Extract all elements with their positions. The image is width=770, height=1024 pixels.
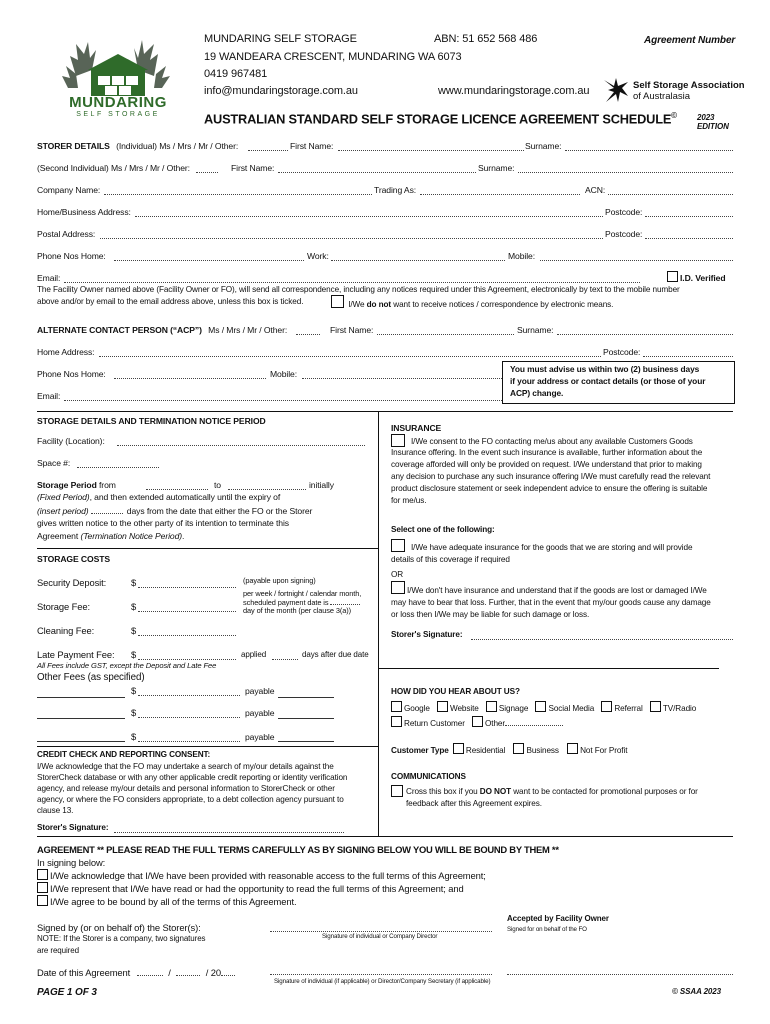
credit-signature-field[interactable] bbox=[114, 832, 344, 833]
company-name-field[interactable] bbox=[104, 194, 372, 195]
other-fee-1-amount[interactable] bbox=[138, 695, 240, 696]
signed-by: Signed by (or on behalf of) the Storer(s): bbox=[37, 922, 201, 933]
other-fee-3-dollar: $ bbox=[131, 731, 137, 742]
second-individual-label: (Second Individual) Ms / Mrs / Mr / Other: bbox=[37, 163, 190, 173]
acp-advice-3: ACP) change. bbox=[510, 388, 564, 398]
notice-3b: do not bbox=[366, 300, 392, 309]
company-address: 19 WANDEARA CRESCENT, MUNDARING WA 6073 bbox=[204, 51, 462, 63]
insurance-line-1: I/We consent to the FO contacting me/us about any available Customers Goods bbox=[411, 437, 693, 446]
agreement-item-1-checkbox[interactable] bbox=[37, 869, 48, 880]
company-website[interactable]: www.mundaringstorage.com.au bbox=[438, 85, 590, 97]
acp-email-label: Email: bbox=[37, 391, 61, 401]
storer-heading: STORER DETAILS bbox=[37, 141, 110, 151]
title-text: AUSTRALIAN STANDARD SELF STORAGE LICENCE AGREEMENT SCHEDULE bbox=[204, 111, 672, 127]
in-signing: In signing below: bbox=[37, 857, 106, 868]
period-from-field[interactable] bbox=[146, 489, 208, 490]
hear-options-row bbox=[391, 701, 696, 713]
termination-notice: (Termination Notice Period) bbox=[80, 531, 183, 541]
other-fees-label: Other Fees (as specified) bbox=[37, 672, 145, 683]
hear-signage-checkbox[interactable] bbox=[486, 701, 497, 712]
hear-options-row-2 bbox=[391, 716, 563, 728]
acp-home-address-label: Home Address: bbox=[37, 347, 95, 357]
title-copyright: © bbox=[671, 111, 677, 120]
hear-tv: TV/Radio bbox=[662, 704, 697, 713]
phone-home-label: Phone Nos Home: bbox=[37, 251, 106, 261]
other-fee-2-when[interactable] bbox=[278, 718, 334, 719]
acp-surname-label: Surname: bbox=[517, 325, 554, 335]
other-fee-3-payable: payable bbox=[245, 732, 275, 742]
acp-home-address-field[interactable] bbox=[99, 356, 601, 357]
trading-as-field[interactable] bbox=[420, 194, 580, 195]
credit-line-3: agency, and release my/our details and personal information to StorerCheck or other bbox=[37, 784, 335, 793]
customer-type-label: Customer Type bbox=[391, 746, 449, 755]
company-name: MUNDARING SELF STORAGE bbox=[204, 33, 357, 45]
agreement-item-3-checkbox[interactable] bbox=[37, 895, 48, 906]
divider-columns bbox=[378, 411, 379, 836]
date-slash: / bbox=[168, 967, 171, 978]
hear-tv-checkbox[interactable] bbox=[650, 701, 661, 712]
agreement-word: Agreement bbox=[37, 531, 81, 541]
page-title bbox=[204, 111, 677, 126]
type-business: Business bbox=[526, 746, 559, 755]
acp-first-name-field[interactable] bbox=[377, 334, 514, 335]
other-fee-2-dollar: $ bbox=[131, 707, 137, 718]
postcode-field[interactable] bbox=[645, 216, 733, 217]
comms-1a: Cross this box if you bbox=[406, 787, 480, 796]
second-title-field[interactable] bbox=[196, 172, 218, 173]
note-line-1: NOTE: If the Storer is a company, two signatures bbox=[37, 934, 206, 943]
postal-address-label: Postal Address: bbox=[37, 229, 96, 239]
hear-return: Return Customer bbox=[404, 719, 465, 728]
individual-title-field[interactable] bbox=[248, 150, 288, 151]
late-applied: applied bbox=[241, 650, 267, 659]
other-fee-2-amount[interactable] bbox=[138, 717, 240, 718]
email-field[interactable] bbox=[64, 282, 640, 283]
type-residential: Residential bbox=[465, 746, 506, 755]
space-field[interactable] bbox=[77, 467, 159, 468]
have-insurance-1: I/We have adequate insurance for the goods that we are storing and will provide bbox=[411, 543, 693, 552]
postcode-label: Postcode: bbox=[605, 207, 643, 217]
credit-heading: CREDIT CHECK AND REPORTING CONSENT: bbox=[37, 750, 211, 759]
company-phone: 0419 967481 bbox=[204, 68, 268, 80]
late-days-field[interactable] bbox=[272, 659, 298, 660]
cleaning-fee-field[interactable] bbox=[138, 635, 236, 636]
cleaning-fee-label: Cleaning Fee: bbox=[37, 625, 95, 636]
credit-line-2: StorerCheck database or with any other applicable credit reporting or identity verification bbox=[37, 773, 348, 782]
other-fee-3-name[interactable] bbox=[37, 741, 125, 742]
acp-advice-2: if your address or contact details (or those of your bbox=[510, 376, 706, 386]
period-label: Storage Period bbox=[37, 480, 97, 490]
have-insurance-checkbox[interactable] bbox=[391, 539, 405, 552]
notice-line-2: above and/or by email to the email address above, unless this box is ticked. bbox=[37, 297, 304, 306]
security-dollar: $ bbox=[131, 577, 137, 588]
abn: ABN: 51 652 568 486 bbox=[434, 33, 538, 45]
agreement-item-2 bbox=[37, 882, 464, 894]
insurance-heading: INSURANCE bbox=[391, 423, 442, 433]
no-insurance-3: or loss then I/We may be liable for such damage or loss. bbox=[391, 610, 590, 619]
late-fee-field[interactable] bbox=[138, 659, 236, 660]
date-year: / 20 bbox=[205, 967, 221, 978]
hear-referral: Referral bbox=[614, 704, 643, 713]
company-logo bbox=[58, 36, 178, 122]
acp-phone-home-label: Phone Nos Home: bbox=[37, 369, 106, 379]
notice-opt-out bbox=[331, 295, 613, 309]
storage-heading: STORAGE DETAILS AND TERMINATION NOTICE PERIOD bbox=[37, 416, 266, 426]
comms-line-1 bbox=[406, 787, 698, 796]
no-insurance-checkbox[interactable] bbox=[391, 581, 405, 594]
insert-period-line bbox=[37, 505, 312, 516]
insurance-signature-field[interactable] bbox=[471, 639, 733, 640]
acp-postcode-field[interactable] bbox=[643, 356, 733, 357]
company-name-label: Company Name: bbox=[37, 185, 101, 195]
storage-fee-label: Storage Fee: bbox=[37, 601, 90, 612]
sig-secretary-caption: Signature of individual (if applicable) or Director/Company Secretary (if applicable) bbox=[274, 978, 491, 985]
divider-storage-top bbox=[37, 411, 733, 412]
gst-note: All Fees include GST, except the Deposit and Late Fee bbox=[37, 661, 217, 670]
acp-row-1 bbox=[37, 325, 287, 335]
hear-other-checkbox[interactable] bbox=[472, 716, 483, 727]
agreement-item-1 bbox=[37, 869, 486, 881]
insert-period-rest: days from the date that either the FO or the Storer bbox=[124, 506, 313, 516]
phone-mobile-field[interactable] bbox=[540, 260, 733, 261]
acp-surname-field[interactable] bbox=[557, 334, 733, 335]
agreement-number-label: Agreement Number bbox=[644, 35, 736, 46]
ssaa-line1: Self Storage Association bbox=[633, 80, 745, 91]
storage-fee-field[interactable] bbox=[138, 611, 236, 612]
phone-work-label: Work: bbox=[307, 251, 329, 261]
insurance-signature-label: Storer's Signature: bbox=[391, 630, 463, 639]
agreement-item-2-checkbox[interactable] bbox=[37, 882, 48, 893]
ssaa-star-icon bbox=[600, 78, 630, 104]
or-label: OR bbox=[391, 570, 404, 579]
insert-period: (insert period) bbox=[37, 506, 89, 516]
divider-agreement-top bbox=[37, 836, 733, 837]
insurance-line-3: coverage afforded will only be provided on request. I/We understand that prior to making bbox=[391, 460, 702, 469]
notice-opt-out-checkbox[interactable] bbox=[331, 295, 344, 308]
surname-field[interactable] bbox=[565, 150, 733, 151]
other-fee-2-name[interactable] bbox=[37, 718, 125, 719]
have-insurance-2: details of this coverage if required bbox=[391, 555, 510, 564]
acp-advice-1: You must advise us within two (2) business days bbox=[510, 364, 700, 374]
termination-dot: . bbox=[182, 531, 185, 541]
type-nfp-checkbox[interactable] bbox=[567, 743, 578, 754]
sig-director-caption: Signature of individual or Company Director bbox=[322, 933, 438, 940]
other-fee-1-payable: payable bbox=[245, 686, 275, 696]
logo-subtext: SELF STORAGE bbox=[76, 111, 160, 118]
day-of-month: day of the month (per clause 3(a)) bbox=[243, 606, 351, 615]
divider-credit-top bbox=[37, 746, 378, 747]
edition-year: 2023 bbox=[697, 113, 715, 122]
other-fee-1-dollar: $ bbox=[131, 685, 137, 696]
home-address-field[interactable] bbox=[135, 216, 603, 217]
scheduled-label: scheduled payment date is bbox=[243, 598, 329, 607]
agreement-heading: AGREEMENT ** PLEASE READ THE FULL TERMS CAREFULLY AS BY SIGNING BELOW YOU WILL BE BOUND BY THEM ** bbox=[37, 844, 559, 855]
storer-signature-2-field[interactable] bbox=[270, 974, 492, 975]
hear-website-checkbox[interactable] bbox=[437, 701, 448, 712]
scheduled-day-field[interactable] bbox=[330, 598, 360, 605]
gives-notice-line: gives written notice to the other party of its intention to terminate this bbox=[37, 518, 289, 528]
agreement-item-2-text: I/We represent that I/We have read or had the opportunity to read the full terms of this Agreement; and bbox=[50, 883, 464, 894]
other-fee-3-when[interactable] bbox=[278, 741, 334, 742]
notice-3c: want to receive notices / correspondence by electronic means. bbox=[391, 300, 614, 309]
first-name-field[interactable] bbox=[338, 150, 524, 151]
no-insurance-1: I/We don't have insurance and understand that if the goods are lost or damaged I/We bbox=[407, 586, 707, 595]
copyright: © SSAA 2023 bbox=[672, 987, 721, 996]
insurance-line-6: for me/us. bbox=[391, 496, 427, 505]
second-surname-field[interactable] bbox=[518, 172, 733, 173]
accepted-by-fo: Accepted by Facility Owner bbox=[507, 914, 609, 923]
space-label: Space #: bbox=[37, 458, 71, 468]
insurance-line-2: Insurance offering. In the event such insurance is available, further information about the bbox=[391, 448, 703, 457]
costs-heading: STORAGE COSTS bbox=[37, 554, 111, 564]
agreement-item-1-text: I/We acknowledge that I/We have been provided with reasonable access to the full terms of this Agreement; bbox=[50, 870, 486, 881]
ssaa-line2: of Australasia bbox=[633, 91, 691, 102]
cleaning-fee-dollar: $ bbox=[131, 625, 137, 636]
period-row bbox=[37, 480, 116, 490]
no-insurance-2: may have to bear that loss. Further, that in the event that my/our goods cause any damage bbox=[391, 598, 711, 607]
storer-row-1 bbox=[37, 141, 238, 151]
date-label: Date of this Agreement bbox=[37, 967, 131, 978]
second-surname-label: Surname: bbox=[478, 163, 515, 173]
postal-postcode-field[interactable] bbox=[645, 238, 733, 239]
acp-email-field[interactable] bbox=[64, 400, 502, 401]
postal-postcode-label: Postcode: bbox=[605, 229, 643, 239]
comms-heading: COMMUNICATIONS bbox=[391, 772, 466, 781]
credit-signature-label: Storer's Signature: bbox=[37, 823, 109, 832]
hear-other-field[interactable] bbox=[505, 717, 563, 726]
fixed-period: (Fixed Period) bbox=[37, 492, 90, 502]
date-month-field[interactable] bbox=[176, 967, 200, 976]
divider-hear-top bbox=[378, 668, 719, 669]
note-line-2: are required bbox=[37, 946, 79, 955]
second-first-name-field[interactable] bbox=[278, 172, 476, 173]
ssaa-logo bbox=[600, 78, 750, 104]
email-label: Email: bbox=[37, 273, 61, 283]
id-verified bbox=[667, 271, 726, 283]
period-initially: initially bbox=[309, 480, 334, 490]
hear-heading: HOW DID YOU HEAR ABOUT US? bbox=[391, 687, 520, 696]
per-week: per week / fortnight / calendar month, bbox=[243, 589, 362, 598]
hear-other: Other bbox=[485, 719, 506, 728]
fixed-period-line bbox=[37, 492, 280, 502]
phone-work-field[interactable] bbox=[331, 260, 505, 261]
hear-google: Google bbox=[404, 704, 430, 713]
credit-line-5: clause 13. bbox=[37, 806, 74, 815]
notice-line-1: The Facility Owner named above (Facility Owner or FO), will send all correspondence, including any notices required under this Agreement, electronically by text to the mobile number bbox=[37, 285, 680, 294]
fixed-period-rest: , and then extended automatically until the expiry of bbox=[89, 492, 281, 502]
acp-mobile-field[interactable] bbox=[302, 378, 502, 379]
other-fee-1-name[interactable] bbox=[37, 697, 125, 698]
comms-1b: DO NOT bbox=[479, 787, 512, 796]
termination-line bbox=[37, 531, 184, 541]
fo-signature-field[interactable] bbox=[507, 974, 733, 975]
hear-signage: Signage bbox=[498, 704, 529, 713]
agreement-item-3-text: I/We agree to be bound by all of the terms of this Agreement. bbox=[50, 896, 297, 907]
date-row bbox=[37, 967, 235, 978]
facility-field[interactable] bbox=[117, 445, 365, 446]
hear-google-checkbox[interactable] bbox=[391, 701, 402, 712]
id-verified-label: I.D. Verified bbox=[680, 273, 726, 283]
storer-signature-1-field[interactable] bbox=[270, 931, 492, 932]
period-to: to bbox=[214, 480, 221, 490]
comms-1c: want to be contacted for promotional purposes or for bbox=[511, 787, 698, 796]
period-from: from bbox=[96, 480, 116, 490]
phone-home-field[interactable] bbox=[114, 260, 304, 261]
late-days-after: days after due date bbox=[302, 650, 369, 659]
comms-line-2: feedback after this Agreement expires. bbox=[406, 799, 542, 808]
acp-mobile-label: Mobile: bbox=[270, 369, 298, 379]
storage-fee-dollar: $ bbox=[131, 601, 137, 612]
credit-line-4: agency, or where the FO considers appropriate, to a debt collection agency pursuant to bbox=[37, 795, 344, 804]
date-year-field[interactable] bbox=[221, 967, 235, 976]
other-fee-1-when[interactable] bbox=[278, 697, 334, 698]
surname-label: Surname: bbox=[525, 141, 562, 151]
notice-3a: I/We bbox=[348, 300, 367, 309]
company-email[interactable]: info@mundaringstorage.com.au bbox=[204, 85, 358, 97]
security-deposit-label: Security Deposit: bbox=[37, 577, 107, 588]
acn-field[interactable] bbox=[608, 194, 733, 195]
second-first-name-label: First Name: bbox=[231, 163, 275, 173]
facility-label: Facility (Location): bbox=[37, 436, 105, 446]
customer-type-row bbox=[391, 743, 627, 755]
date-day-field[interactable] bbox=[137, 967, 163, 976]
acn-label: ACN: bbox=[585, 185, 606, 195]
edition-label: EDITION bbox=[697, 122, 729, 131]
acp-title-label: Ms / Mrs / Mr / Other: bbox=[208, 325, 288, 335]
id-verified-checkbox[interactable] bbox=[667, 271, 678, 282]
hear-social-checkbox[interactable] bbox=[535, 701, 546, 712]
acp-phone-home-field[interactable] bbox=[114, 378, 266, 379]
signed-for-fo: Signed for on behalf of the FO bbox=[507, 926, 587, 933]
credit-line-1: I/We acknowledge that the FO may undertake a search of my/our details against the bbox=[37, 762, 334, 771]
acp-postcode-label: Postcode: bbox=[603, 347, 641, 357]
select-one: Select one of the following: bbox=[391, 525, 495, 534]
individual-label: (Individual) Ms / Mrs / Mr / Other: bbox=[116, 141, 239, 151]
other-fee-3-amount[interactable] bbox=[138, 741, 240, 742]
postal-address-field[interactable] bbox=[100, 238, 603, 239]
logo-text: MUNDARING bbox=[69, 94, 167, 111]
page-number: PAGE 1 OF 3 bbox=[37, 987, 97, 998]
acp-first-name-label: First Name: bbox=[330, 325, 374, 335]
late-fee-label: Late Payment Fee: bbox=[37, 649, 115, 660]
acp-title-field[interactable] bbox=[296, 334, 320, 335]
insurance-line-4: any decision to purchase any such insurance offering I/We must carefully read the relevant bbox=[391, 472, 711, 481]
security-deposit-field[interactable] bbox=[138, 587, 236, 588]
hear-return-checkbox[interactable] bbox=[391, 716, 402, 727]
insurance-consent-checkbox[interactable] bbox=[391, 434, 405, 447]
first-name-label: First Name: bbox=[290, 141, 334, 151]
trading-as-label: Trading As: bbox=[374, 185, 417, 195]
comms-opt-out-checkbox[interactable] bbox=[391, 785, 403, 797]
home-address-label: Home/Business Address: bbox=[37, 207, 131, 217]
type-nfp: Not For Profit bbox=[580, 746, 628, 755]
phone-mobile-label: Mobile: bbox=[508, 251, 536, 261]
hear-social: Social Media bbox=[548, 704, 595, 713]
agreement-item-3 bbox=[37, 895, 296, 907]
insurance-line-5: product disclosure statement or seek independent advice to ensure the offering is suitable bbox=[391, 484, 708, 493]
acp-heading: ALTERNATE CONTACT PERSON (“ACP”) bbox=[37, 325, 202, 335]
payable-upon-signing: (payable upon signing) bbox=[243, 576, 316, 585]
insert-period-field[interactable] bbox=[91, 505, 123, 514]
period-to-field[interactable] bbox=[228, 489, 306, 490]
hear-website: Website bbox=[450, 704, 479, 713]
type-business-checkbox[interactable] bbox=[513, 743, 524, 754]
other-fee-2-payable: payable bbox=[245, 708, 275, 718]
late-fee-dollar: $ bbox=[131, 649, 137, 660]
divider-costs-top bbox=[37, 548, 378, 549]
hear-referral-checkbox[interactable] bbox=[601, 701, 612, 712]
type-residential-checkbox[interactable] bbox=[453, 743, 464, 754]
